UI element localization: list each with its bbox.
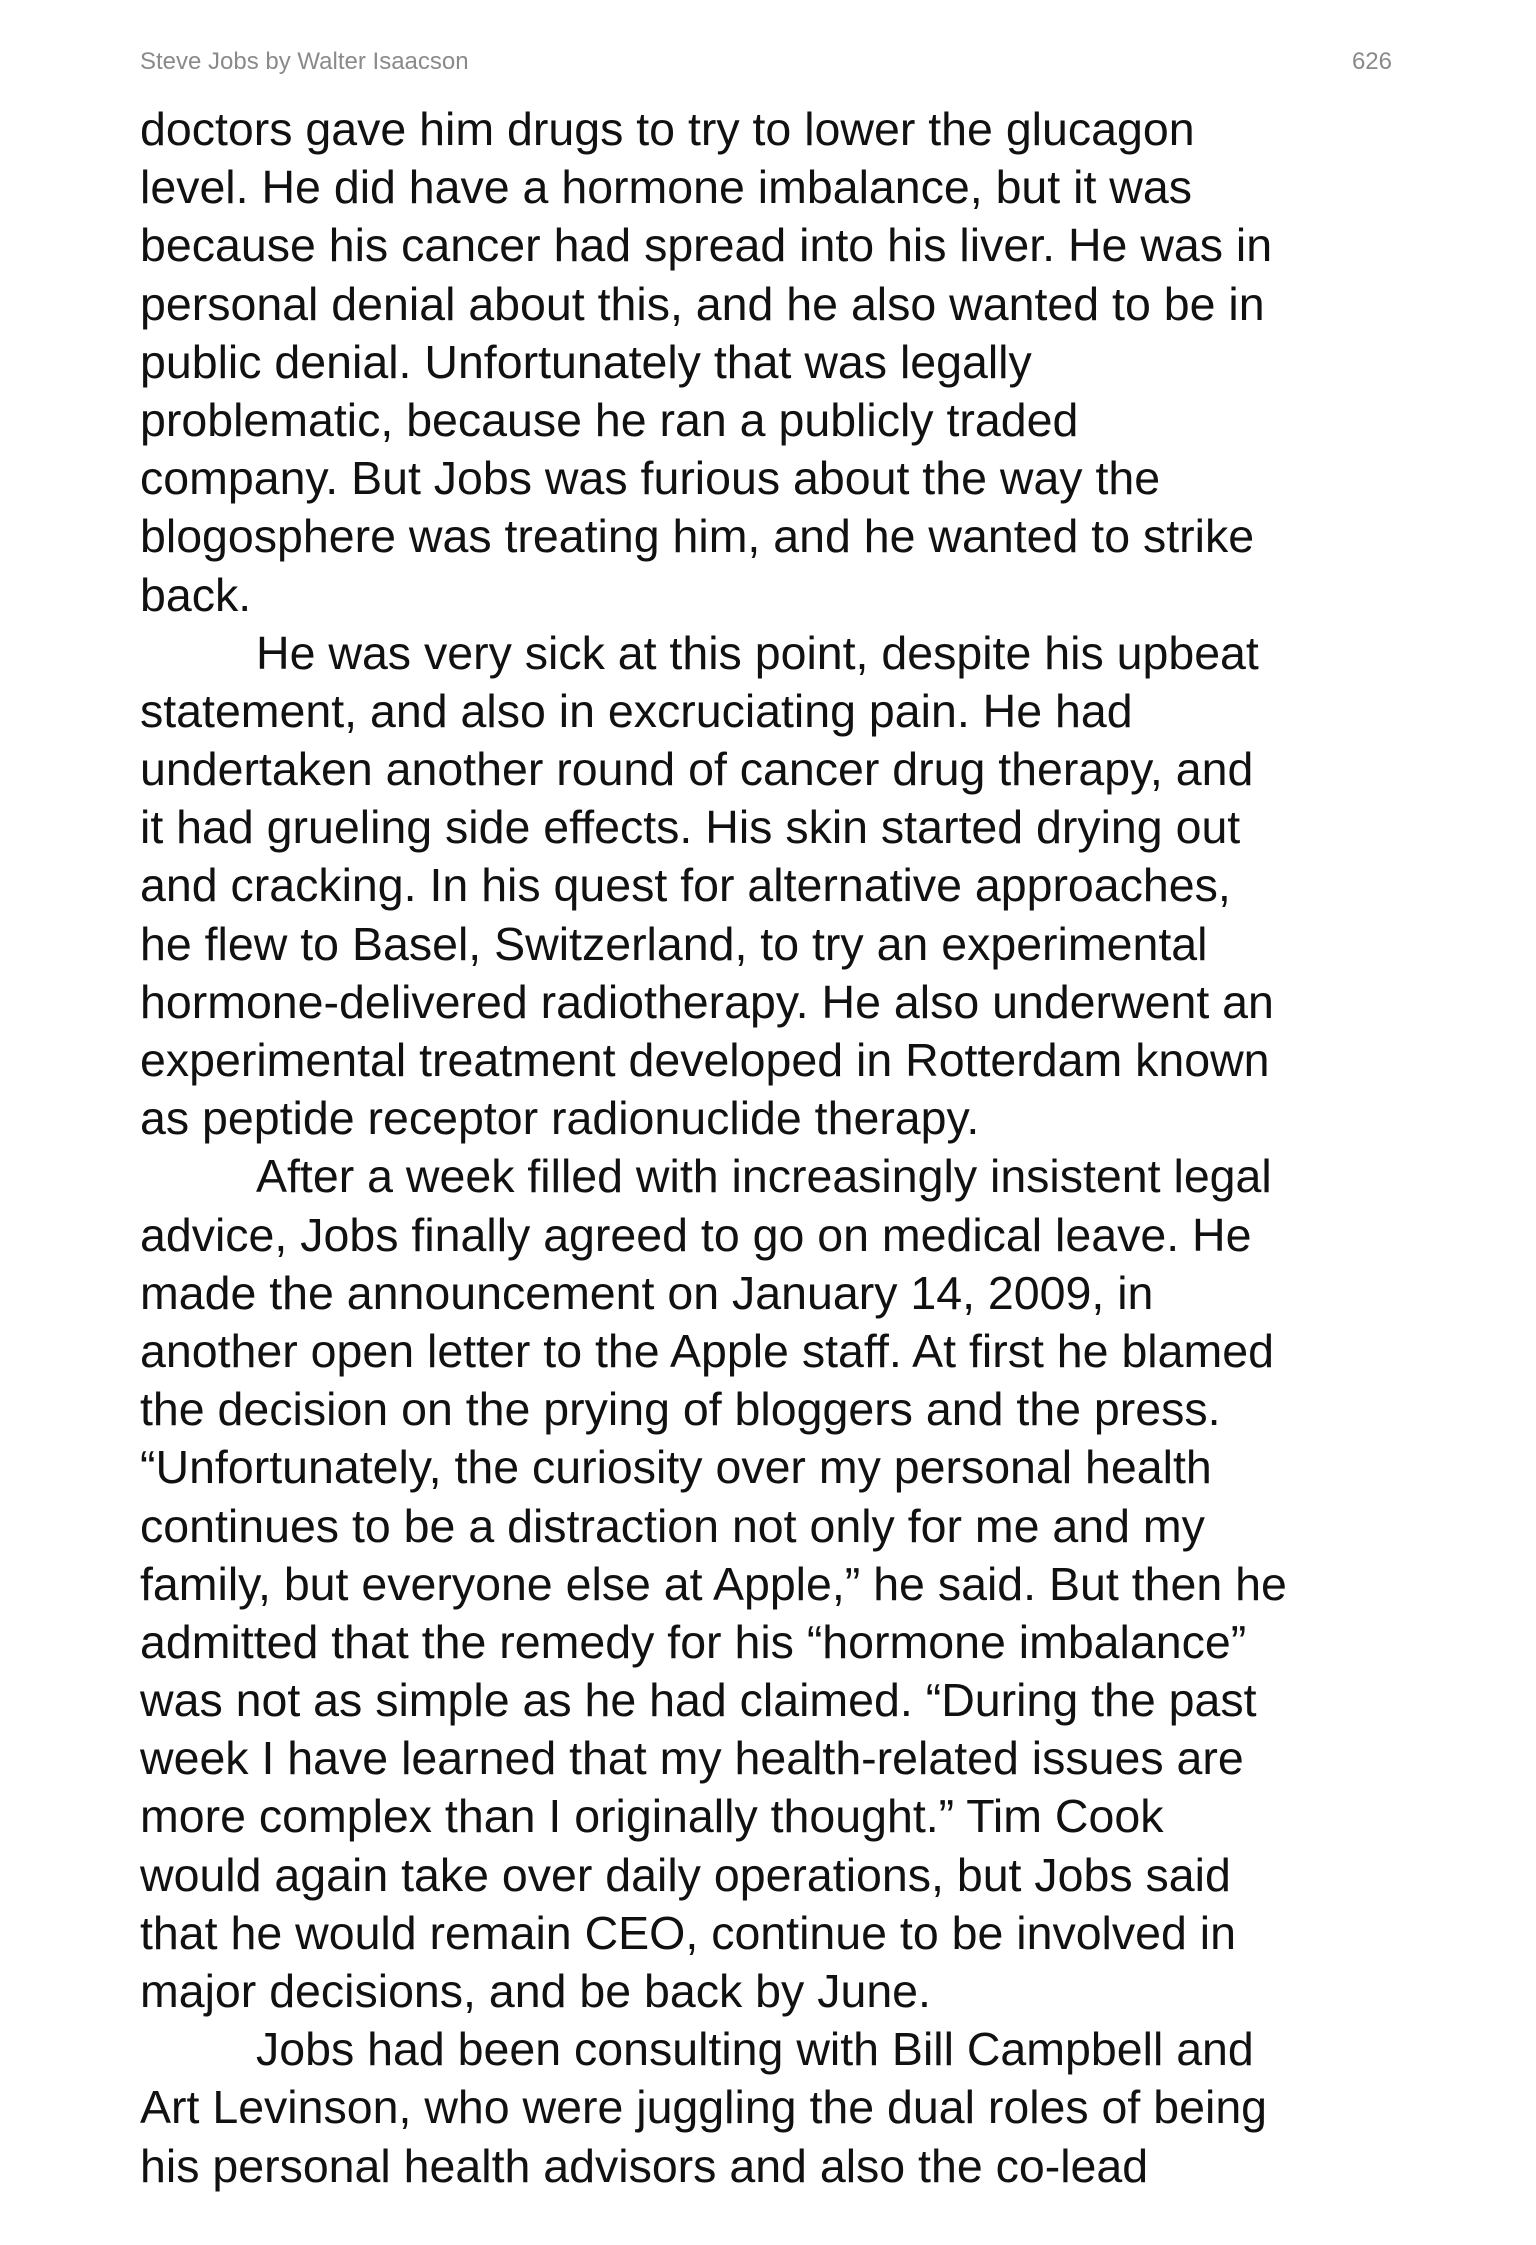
text-line: would again take over daily operations, but Jobs said (140, 1848, 1231, 1901)
text-line: another open letter to the Apple staff. At first he blamed (140, 1324, 1274, 1377)
text-line: because his cancer had spread into his liver. He was in (140, 219, 1273, 272)
text-line: week I have learned that my health-related issues are (140, 1732, 1244, 1785)
text-line: company. But Jobs was furious about the way the (140, 452, 1161, 505)
text-line: doctors gave him drugs to try to lower the glucagon (140, 103, 1195, 155)
text-line: blogosphere was treating him, and he wanted to strike (140, 510, 1255, 563)
text-line: undertaken another round of cancer drug therapy, and (140, 743, 1254, 796)
text-line: he flew to Basel, Switzerland, to try an experimental (140, 917, 1208, 970)
text-line: public denial. Unfortunately that was legally (140, 335, 1032, 388)
text-line: continues to be a distraction not only for me and my (140, 1499, 1205, 1552)
book-title: Steve Jobs by Walter Isaacson (140, 48, 469, 75)
text-line: the decision on the prying of bloggers and the press. (140, 1383, 1221, 1436)
text-line: and cracking. In his quest for alternative approaches, (140, 859, 1231, 912)
text-line: family, but everyone else at Apple,” he said. But then he (140, 1557, 1287, 1610)
page-number: 626 (1351, 48, 1392, 75)
text-line: “Unfortunately, the curiosity over my personal health (140, 1441, 1212, 1494)
text-line: Jobs had been consulting with Bill Campbell and (256, 2023, 1254, 2076)
text-line: that he would remain CEO, continue to be involved in (140, 1906, 1236, 1959)
text-line: After a week filled with increasingly insistent legal (256, 1150, 1272, 1203)
text-line: personal denial about this, and he also wanted to be in (140, 277, 1265, 330)
body-text (140, 100, 1400, 2195)
text-line: advice, Jobs finally agreed to go on medical leave. He (140, 1208, 1252, 1261)
text-line: hormone-delivered radiotherapy. He also underwent an (140, 975, 1274, 1028)
text-line: statement, and also in excruciating pain. He had (140, 684, 1133, 737)
text-line: was not as simple as he had claimed. “During the past (140, 1674, 1257, 1727)
text-line: it had grueling side effects. His skin started drying out (140, 801, 1241, 854)
text-line: experimental treatment developed in Rotterdam known (140, 1034, 1270, 1086)
text-line: more complex than I originally thought.” Tim Cook (140, 1790, 1164, 1843)
text-line: Art Levinson, who were juggling the dual roles of being (140, 2081, 1268, 2134)
text-line: back. (140, 568, 252, 621)
text-line: major decisions, and be back by June. (140, 1965, 931, 2017)
text-line: problematic, because he ran a publicly traded (140, 393, 1079, 446)
text-line: made the announcement on January 14, 2009, in (140, 1266, 1154, 1319)
text-line: level. He did have a hormone imbalance, but it was (140, 161, 1192, 214)
running-header (140, 48, 1392, 82)
text-line: his personal health advisors and also the co-lead (140, 2139, 1149, 2192)
text-line: admitted that the remedy for his “hormone imbalance” (140, 1615, 1247, 1668)
text-line: He was very sick at this point, despite his upbeat (256, 626, 1259, 679)
text-line: as peptide receptor radionuclide therapy. (140, 1092, 980, 1145)
